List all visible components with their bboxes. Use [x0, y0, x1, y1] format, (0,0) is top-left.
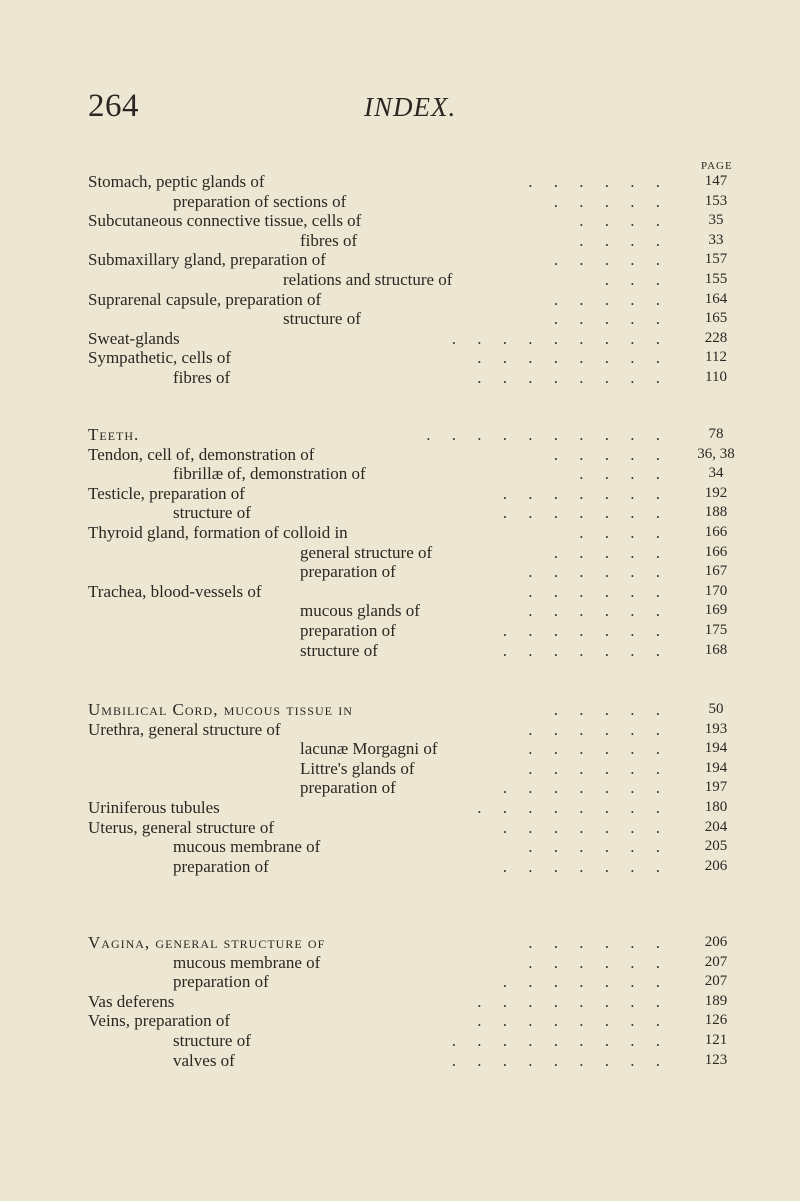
index-entry: [0, 290, 800, 310]
entry-page: 228: [704, 329, 728, 346]
running-title: INDEX.: [364, 92, 457, 122]
entry-text: fibrillæ of, demonstration of: [173, 464, 366, 484]
leader-dots: . . . . . . . .: [477, 991, 660, 1011]
entry-text: Vas deferens: [88, 991, 175, 1011]
entry-text: structure of: [283, 309, 361, 329]
index-section-v: [0, 933, 800, 1070]
entry-page: 121: [704, 1031, 728, 1048]
page-number: 264: [88, 88, 139, 124]
leader-dots: . . . . . . .: [502, 620, 660, 640]
leader-dots: . . . . . . . .: [477, 1011, 660, 1031]
entry-page: 166: [704, 523, 728, 540]
index-entry: [0, 818, 800, 838]
entry-page: 207: [704, 953, 728, 970]
index-entry: [0, 972, 800, 992]
entry-text: structure of: [173, 1030, 251, 1050]
index-entry: [0, 309, 800, 329]
leader-dots: . . . . . . .: [502, 503, 660, 523]
index-entry: [0, 992, 800, 1012]
entry-page: 36, 38: [697, 445, 735, 462]
leader-dots: . . . . . . .: [502, 972, 660, 992]
index-entry: [0, 778, 800, 798]
leader-dots: . . . . . . .: [502, 817, 660, 837]
index-entry: [0, 720, 800, 740]
entry-page: 157: [704, 251, 728, 268]
entry-text: Thyroid gland, formation of colloid in: [88, 522, 348, 542]
entry-text: preparation of: [300, 778, 396, 798]
entry-text: mucous membrane of: [173, 952, 321, 972]
entry-text: Uriniferous tubules: [88, 797, 220, 817]
entry-page: 165: [704, 310, 728, 327]
entry-page: 50: [708, 701, 724, 717]
leader-dots: . . . . . .: [528, 952, 660, 972]
entry-text: Stomach, peptic glands of: [88, 172, 265, 191]
entry-page: 180: [704, 798, 728, 815]
index-entry: [0, 445, 800, 465]
index-entry: [0, 250, 800, 270]
entry-page: 193: [704, 720, 728, 737]
entry-text: lacunæ Morgagni of: [300, 739, 438, 759]
leader-dots: . . . . . . .: [502, 640, 660, 660]
entry-text: Uterus, general structure of: [88, 817, 274, 837]
index-entry: [0, 621, 800, 641]
leader-dots: . . . . . . . .: [477, 367, 660, 387]
entry-page: 34: [708, 465, 724, 482]
index-entry: [0, 837, 800, 857]
index-entry: [0, 329, 800, 349]
leader-dots: . . . .: [579, 230, 660, 250]
entry-page: 78: [708, 426, 724, 442]
index-entry: [0, 1051, 800, 1071]
entry-page: 197: [704, 779, 728, 796]
leader-dots: . . . .: [579, 464, 660, 484]
leader-dots: . . . . . .: [528, 933, 660, 952]
entry-text: relations and structure of: [283, 269, 453, 289]
entry-text: Teeth.: [88, 425, 140, 444]
leader-dots: . . . . . .: [528, 719, 660, 739]
entry-text: Testicle, preparation of: [88, 483, 245, 503]
leader-dots: . . . . . . .: [502, 856, 660, 876]
leader-dots: . . . . .: [553, 444, 660, 464]
leader-dots: . . . . . . . . .: [451, 328, 660, 348]
entry-page: 123: [704, 1051, 728, 1068]
entry-text: Urethra, general structure of: [88, 719, 281, 739]
index-entry: [0, 953, 800, 973]
index-entry: [0, 192, 800, 212]
entry-page: 204: [704, 818, 728, 835]
entry-page: 207: [704, 973, 728, 990]
entry-page: 155: [704, 270, 728, 287]
index-entry: [0, 601, 800, 621]
entry-page: 126: [704, 1012, 728, 1029]
leader-dots: . . . . .: [553, 542, 660, 562]
entry-text: preparation of: [173, 972, 269, 992]
entry-page: 33: [708, 231, 724, 248]
index-section-t: [0, 425, 800, 660]
leader-dots: . . . . . .: [528, 758, 660, 778]
entry-page: 192: [704, 484, 728, 501]
index-entry: [0, 270, 800, 290]
leader-dots: . . . . . .: [528, 581, 660, 601]
entry-text: Sweat-glands: [88, 328, 180, 348]
entry-page: 206: [704, 934, 728, 950]
entry-page: 175: [704, 621, 728, 638]
index-entry: [0, 641, 800, 661]
leader-dots: . . . . . . . .: [477, 797, 660, 817]
leader-dots: . . . . . .: [528, 172, 660, 191]
leader-dots: . . . . .: [553, 250, 660, 270]
entry-text: preparation of: [300, 562, 396, 582]
index-section-u: [0, 700, 800, 876]
entry-page: 153: [704, 192, 728, 209]
entry-page: 166: [704, 543, 728, 560]
index-entry: [0, 211, 800, 231]
leader-dots: . . . . .: [553, 309, 660, 329]
entry-text: preparation of: [300, 620, 396, 640]
entry-page: 170: [704, 582, 728, 599]
leader-dots: . . .: [604, 269, 660, 289]
entry-text: mucous membrane of: [173, 837, 321, 857]
entry-text: Submaxillary gland, preparation of: [88, 250, 326, 270]
index-entry: [0, 231, 800, 251]
entry-text: general structure of: [300, 542, 433, 562]
index-entry: [0, 759, 800, 779]
entry-text: Sympathetic, cells of: [88, 348, 232, 368]
leader-dots: . . . . .: [553, 289, 660, 309]
entry-text: Littre's glands of: [300, 758, 415, 778]
entry-page: 169: [704, 602, 728, 619]
index-entry: [0, 464, 800, 484]
leader-dots: . . . .: [579, 522, 660, 542]
index-entry: [0, 933, 800, 953]
index-entry: [0, 700, 800, 720]
leader-dots: . . . . . . . . .: [451, 1050, 660, 1070]
index-entry: [0, 739, 800, 759]
entry-page: 194: [704, 740, 728, 757]
leader-dots: . . . . . . . .: [477, 348, 660, 368]
leader-dots: . . . . . .: [528, 601, 660, 621]
entry-page: 35: [708, 212, 724, 229]
entry-text: preparation of sections of: [173, 191, 347, 211]
entry-page: 112: [705, 349, 727, 366]
entry-page: 164: [704, 290, 728, 307]
entry-page: 110: [705, 368, 727, 385]
entry-text: fibres of: [173, 367, 231, 387]
index-entry: [0, 543, 800, 563]
index-entry: [0, 484, 800, 504]
entry-text: Vagina, general structure of: [88, 933, 326, 952]
leader-dots: . . . . . . .: [502, 778, 660, 798]
index-entry: [0, 1031, 800, 1051]
entry-text: Veins, preparation of: [88, 1011, 231, 1031]
index-entry: [0, 562, 800, 582]
entry-page: 168: [704, 641, 728, 658]
entry-text: mucous glands of: [300, 601, 420, 621]
leader-dots: . . . . . . . . .: [451, 1030, 660, 1050]
entry-page: 189: [704, 992, 728, 1009]
leader-dots: . . . . .: [553, 700, 660, 719]
leader-dots: . . . . . . .: [502, 483, 660, 503]
entry-text: fibres of: [300, 230, 358, 250]
index-entry: [0, 798, 800, 818]
index-entry: [0, 368, 800, 388]
index-entry: [0, 523, 800, 543]
leader-dots: . . . . . . . . . .: [426, 425, 660, 444]
entry-page: 147: [704, 173, 728, 189]
index-entry: [0, 503, 800, 523]
entry-text: preparation of: [173, 856, 269, 876]
entry-text: Suprarenal capsule, preparation of: [88, 289, 322, 309]
index-entry: [0, 582, 800, 602]
entry-text: Subcutaneous connective tissue, cells of: [88, 211, 362, 231]
index-entry: [0, 348, 800, 368]
leader-dots: . . . . . .: [528, 739, 660, 759]
entry-page: 194: [704, 759, 728, 776]
leader-dots: . . . .: [579, 211, 660, 231]
entry-page: 188: [704, 504, 728, 521]
entry-text: Trachea, blood-vessels of: [88, 581, 262, 601]
index-entry: [0, 425, 800, 445]
page-column-label: PAGE: [701, 160, 733, 172]
entry-text: Umbilical Cord, mucous tissue in: [88, 700, 353, 719]
leader-dots: . . . . . .: [528, 562, 660, 582]
index-entry: [0, 1011, 800, 1031]
entry-text: structure of: [300, 640, 378, 660]
entry-text: Tendon, cell of, demonstration of: [88, 444, 315, 464]
entry-page: 206: [704, 857, 728, 874]
entry-text: structure of: [173, 503, 251, 523]
entry-text: valves of: [173, 1050, 235, 1070]
index-section-s: [0, 172, 800, 388]
leader-dots: . . . . . .: [528, 837, 660, 857]
entry-page: 205: [704, 838, 728, 855]
index-entry: [0, 172, 800, 192]
entry-page: 167: [704, 563, 728, 580]
index-entry: [0, 857, 800, 877]
leader-dots: . . . . .: [553, 191, 660, 211]
